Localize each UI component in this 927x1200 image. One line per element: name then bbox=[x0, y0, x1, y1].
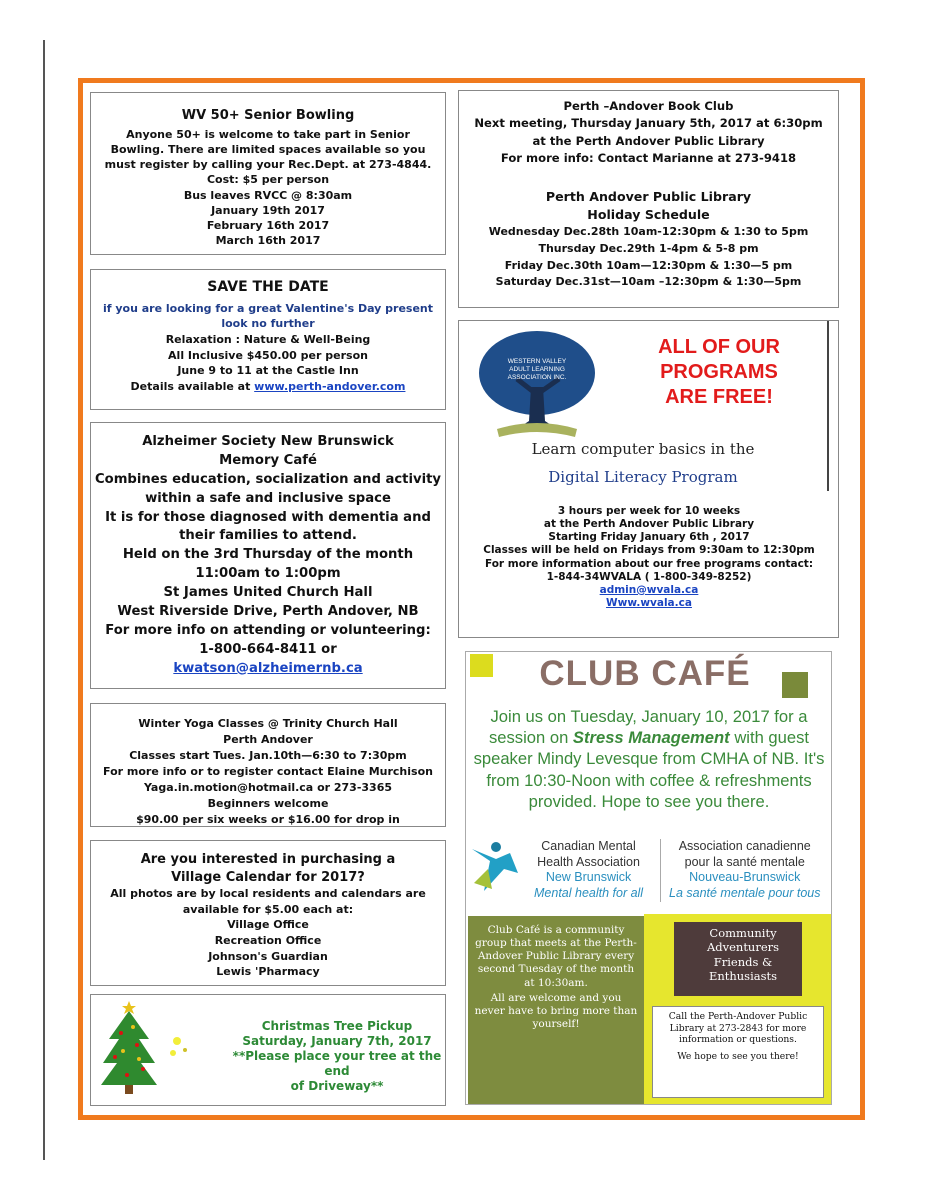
caf-line: Friends & bbox=[713, 954, 773, 969]
yoga-line: $90.00 per six weeks or $16.00 for drop in bbox=[136, 812, 400, 826]
cmha-en-line: Canadian Mental bbox=[541, 839, 636, 853]
stress-management-text: Stress Management bbox=[572, 728, 730, 748]
calendar-line: Johnson's Guardian bbox=[208, 949, 328, 963]
alz-line: Combines education, socialization and activity bbox=[94, 471, 442, 487]
xmas-line: **Please place your tree at the end bbox=[232, 1049, 442, 1078]
book-club-line: Next meeting, Thursday January 5th, 2017 at 6:30pm bbox=[474, 116, 823, 131]
club-cafe-contact-panel bbox=[644, 914, 831, 1104]
book-club-library-box bbox=[458, 90, 839, 308]
program-info bbox=[459, 505, 839, 610]
left-margin-rule bbox=[43, 40, 45, 1160]
club-cafe-message bbox=[468, 706, 830, 812]
xmas-line: Saturday, January 7th, 2017 bbox=[242, 1034, 432, 1048]
library-subtitle: Holiday Schedule bbox=[587, 206, 710, 222]
christmas-tree-pickup-box bbox=[90, 994, 446, 1106]
save-date-details bbox=[91, 379, 445, 395]
book-club-line: For more info: Contact Marianne at 273-9418 bbox=[500, 151, 797, 166]
olive-square-decoration bbox=[782, 672, 808, 698]
cmha-en-line: New Brunswick bbox=[545, 870, 632, 885]
free-line: ALL OF OUR bbox=[658, 336, 780, 358]
alz-line: Memory Café bbox=[219, 452, 317, 468]
bowling-line: must register by calling your Rec.Dept. at 273-4844. bbox=[104, 158, 432, 172]
free-line: ARE FREE! bbox=[665, 386, 773, 408]
bowling-line: March 16th 2017 bbox=[215, 234, 321, 248]
caf-line: Enthusiasts bbox=[708, 969, 778, 984]
schedule-line: Thursday Dec.29th 1-4pm & 5-8 pm bbox=[538, 241, 759, 255]
save-date-line: Relaxation : Nature & Well-Being bbox=[165, 333, 371, 347]
yoga-line: Perth Andover bbox=[223, 732, 313, 746]
book-club-line: Perth –Andover Book Club bbox=[563, 99, 734, 113]
bowling-line: Bus leaves RVCC @ 8:30am bbox=[183, 188, 353, 202]
alz-line: 11:00am to 1:00pm bbox=[195, 566, 341, 582]
yoga-line: Classes start Tues. Jan.10th—6:30 to 7:30pm bbox=[129, 748, 407, 762]
details-prefix: Details available at bbox=[130, 379, 255, 393]
senior-bowling-box bbox=[90, 92, 446, 255]
wvala-email-link[interactable]: admin@wvala.ca bbox=[599, 583, 699, 596]
wvala-tree-logo-icon bbox=[477, 329, 597, 441]
alz-line: For more info on attending or volunteering: bbox=[105, 622, 431, 638]
free-line: PROGRAMS bbox=[660, 361, 778, 383]
perth-andover-link[interactable]: www.perth-andover.com bbox=[254, 379, 406, 393]
bowling-line: January 19th 2017 bbox=[211, 203, 325, 217]
winter-yoga-box bbox=[90, 703, 446, 827]
alzheimer-memory-cafe-box bbox=[90, 422, 446, 689]
alz-line: It is for those diagnosed with dementia and bbox=[105, 509, 431, 525]
calendar-line: All photos are by local residents and calendars are bbox=[110, 887, 426, 901]
cmha-logo-icon bbox=[470, 839, 520, 893]
caf-line: Community bbox=[709, 926, 777, 940]
yoga-line: Winter Yoga Classes @ Trinity Church Hall bbox=[138, 717, 398, 730]
save-the-date-box bbox=[90, 269, 446, 410]
cmha-en-tagline: Mental health for all bbox=[534, 885, 644, 900]
program-info-line: 3 hours per week for 10 weeks bbox=[557, 505, 741, 517]
bowling-line: Anyone 50+ is welcome to take part in Senior bbox=[126, 127, 410, 141]
hope-to-see-you-text: We hope to see you there! bbox=[677, 1050, 799, 1062]
calendar-line: Lewis 'Pharmacy bbox=[216, 965, 320, 979]
schedule-line: Friday Dec.30th 10am—12:30pm & 1:30—5 pm bbox=[504, 258, 793, 272]
logo-text: ASSOCIATION INC. bbox=[507, 374, 567, 381]
wvala-website-link[interactable]: Www.wvala.ca bbox=[606, 596, 692, 609]
wvala-programs-box bbox=[458, 320, 839, 638]
save-date-line: June 9 to 11 at the Castle Inn bbox=[177, 364, 359, 378]
digital-literacy-program-text: Digital Literacy Program bbox=[548, 468, 738, 486]
alzheimer-email-link[interactable]: kwatson@alzheimernb.ca bbox=[173, 660, 363, 676]
cmha-fr-tagline: La santé mentale pour tous bbox=[669, 885, 821, 900]
calendar-line: available for $5.00 each at: bbox=[182, 902, 354, 916]
schedule-line: Wednesday Dec.28th 10am-12:30pm & 1:30 to 5pm bbox=[488, 225, 809, 239]
cmha-english bbox=[534, 839, 643, 902]
logo-text: WESTERN VALLEY bbox=[507, 358, 567, 365]
bowling-title: WV 50+ Senior Bowling bbox=[181, 108, 355, 123]
caf-line: Adventurers bbox=[706, 940, 780, 955]
logo-text: ADULT LEARNING bbox=[509, 366, 565, 373]
library-title: Perth Andover Public Library bbox=[545, 188, 752, 204]
program-info-line: 1-844-34WVALA ( 1-800-349-8252) bbox=[546, 570, 752, 583]
calendar-title: Village Calendar for 2017? bbox=[171, 869, 365, 885]
msg-part: Join us on Tuesday, January 10, 2017 for a session on bbox=[488, 707, 808, 748]
xmas-line: of Driveway** bbox=[290, 1079, 384, 1093]
alz-line: St James United Church Hall bbox=[163, 585, 373, 600]
call-library-box bbox=[652, 1006, 824, 1098]
christmas-tree-icon bbox=[99, 999, 159, 1095]
yoga-line: Beginners welcome bbox=[207, 796, 329, 810]
yoga-line: For more info or to register contact Elaine Murchison bbox=[103, 764, 433, 778]
cmha-french bbox=[660, 839, 821, 902]
program-info-line: For more information about our free programs contact: bbox=[484, 557, 814, 570]
calendar-line: Recreation Office bbox=[214, 933, 322, 947]
bowling-line: Cost: $5 per person bbox=[206, 173, 330, 187]
bowling-line: February 16th 2017 bbox=[206, 218, 330, 232]
vertical-divider bbox=[827, 321, 829, 491]
alz-line: Alzheimer Society New Brunswick bbox=[142, 434, 394, 449]
cmha-fr-line: Association canadienne bbox=[678, 839, 811, 853]
club-cafe-description-panel bbox=[468, 916, 644, 1104]
cmha-fr-line: Nouveau-Brunswick bbox=[689, 870, 801, 885]
club-cafe-flyer bbox=[465, 651, 832, 1105]
alz-line: Held on the 3rd Thursday of the month bbox=[122, 547, 414, 563]
program-info-line: at the Perth Andover Public Library bbox=[543, 518, 755, 531]
programs-free-heading bbox=[614, 335, 824, 410]
xmas-text bbox=[226, 1019, 448, 1094]
msg-part: with guest speaker Mindy Levesque from CMHA of NB. It's from 10:30-Noon with coffee & refreshments provided. Hope to see you there. bbox=[473, 728, 825, 811]
yellow-square-decoration bbox=[470, 654, 493, 677]
save-date-line: All Inclusive $450.00 per person bbox=[168, 348, 368, 362]
village-calendar-box bbox=[90, 840, 446, 986]
save-date-blue-line: if you are looking for a great Valentine's Day present bbox=[102, 301, 434, 315]
learn-computer-text: Learn computer basics in the bbox=[531, 440, 755, 458]
program-info-line: Classes will be held on Fridays from 9:30am to 12:30pm bbox=[483, 544, 815, 557]
alz-line: their families to attend. bbox=[179, 528, 357, 544]
bowling-line: Bowling. There are limited spaces available so you bbox=[110, 143, 426, 157]
caf-acronym-box bbox=[674, 922, 802, 996]
save-date-blue-line: look no further bbox=[221, 317, 315, 331]
xmas-line: Christmas Tree Pickup bbox=[261, 1019, 413, 1033]
club-cafe-description: Club Café is a community group that meets at the Perth-Andover Public Library every second Tuesday of the month at 10:30am. bbox=[475, 924, 637, 989]
schedule-line: Saturday Dec.31st—10am –12:30pm & 1:30—5pm bbox=[495, 275, 802, 289]
save-date-title: SAVE THE DATE bbox=[207, 279, 329, 295]
cmha-fr-line: pour la santé mentale bbox=[684, 854, 805, 869]
cmha-logo-block bbox=[470, 839, 830, 899]
calendar-title: Are you interested in purchasing a bbox=[140, 852, 396, 867]
club-cafe-welcome: All are welcome and you never have to bring more than yourself! bbox=[474, 991, 638, 1030]
yoga-line: Yaga.in.motion@hotmail.ca or 273-3365 bbox=[143, 780, 393, 794]
call-library-text: Call the Perth-Andover Public Library at 273-2843 for more information or questions. bbox=[668, 1011, 808, 1045]
cmha-en-line: Health Association bbox=[537, 854, 640, 869]
program-info-line: Starting Friday January 6th , 2017 bbox=[548, 531, 750, 544]
club-cafe-title: CLUB CAFÉ bbox=[539, 654, 751, 693]
alz-line: within a safe and inclusive space bbox=[145, 490, 391, 506]
calendar-line: Village Office bbox=[227, 918, 309, 932]
book-club-line: at the Perth Andover Public Library bbox=[532, 133, 765, 148]
sparkle-icon bbox=[163, 1035, 191, 1059]
alz-line: West Riverside Drive, Perth Andover, NB bbox=[117, 603, 419, 619]
alz-line: 1-800-664-8411 or bbox=[199, 641, 337, 657]
